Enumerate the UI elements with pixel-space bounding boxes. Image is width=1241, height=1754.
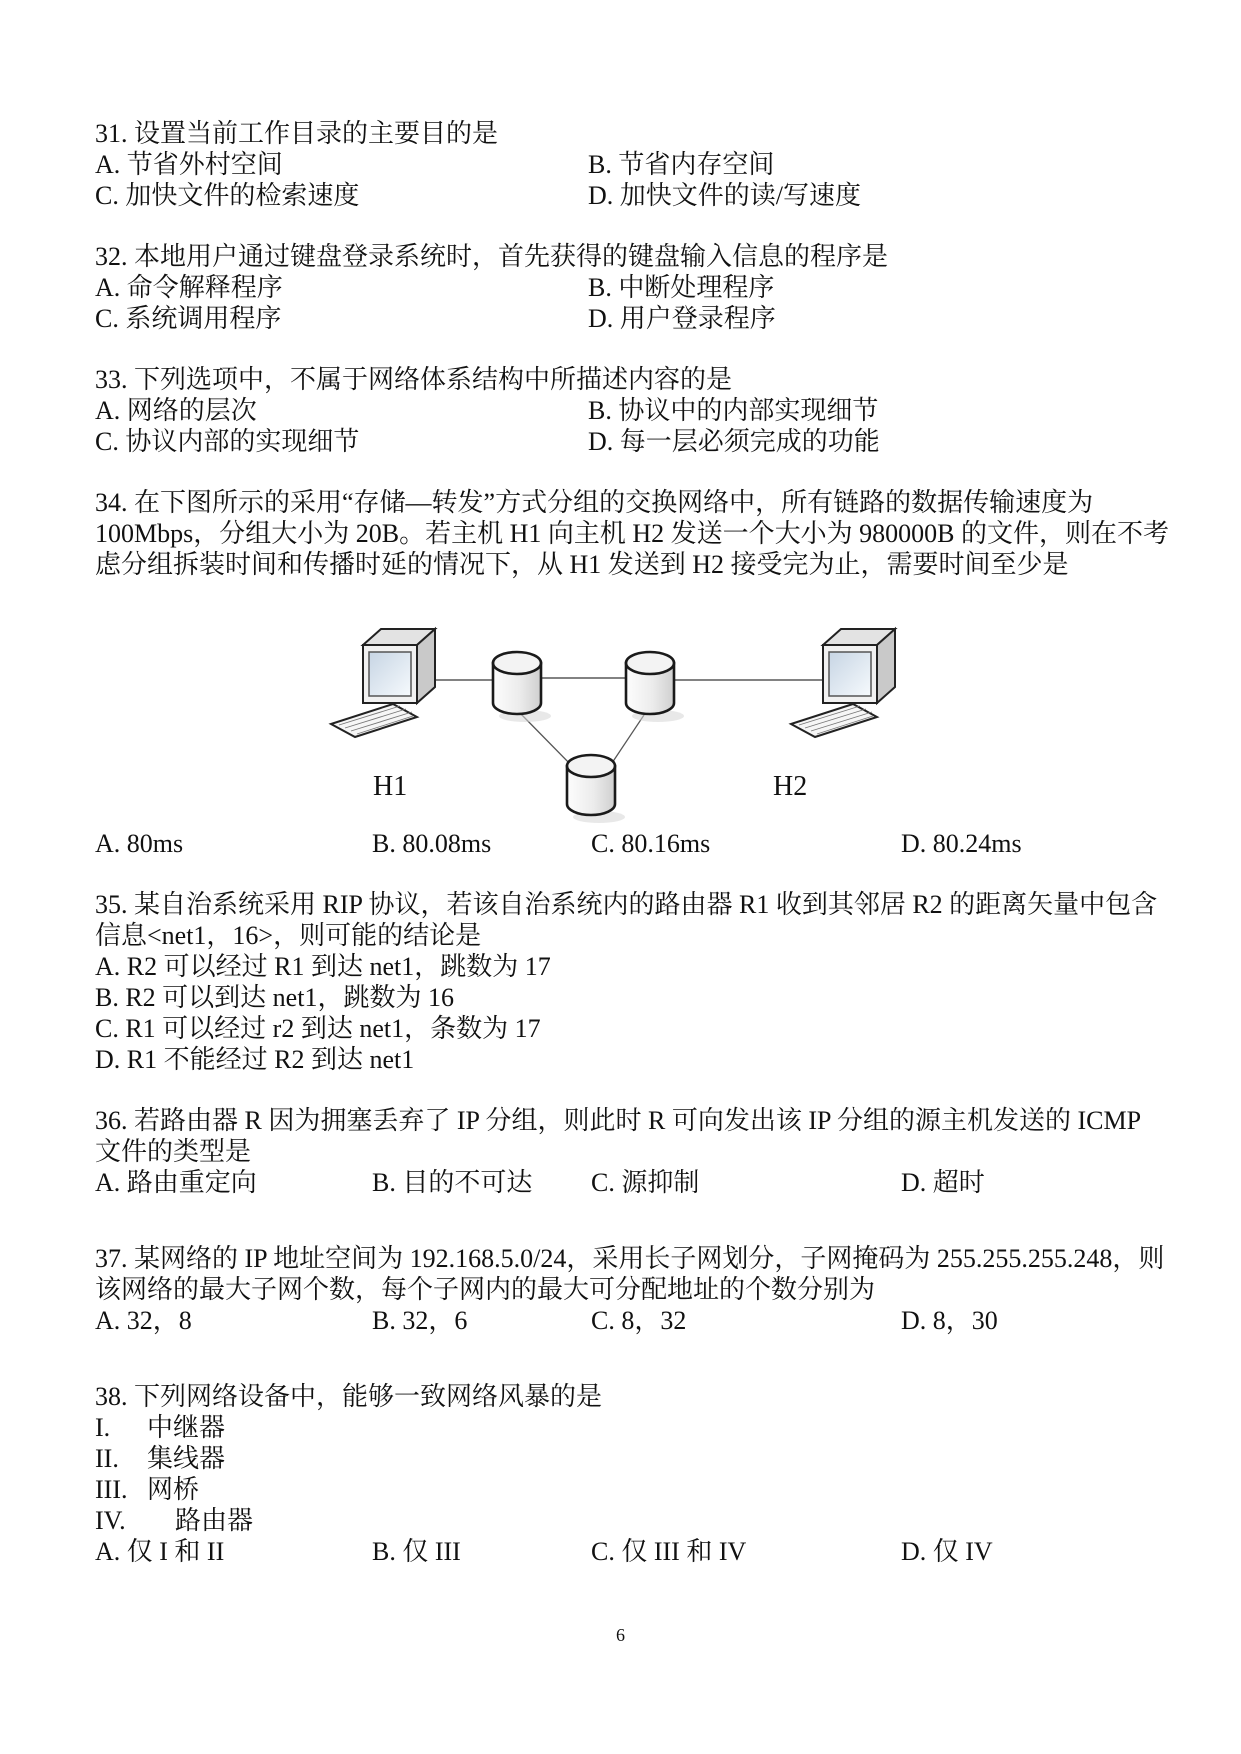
question-38-item-1-text: 中继器: [147, 1413, 226, 1442]
router-icon-2: [626, 652, 674, 714]
question-33-option-c: C. 协议内部的实现细节: [95, 427, 360, 456]
question-35-option-a: A. R2 可以经过 R1 到达 net1，跳数为 17: [95, 952, 551, 981]
question-37-option-c: C. 8，32: [591, 1306, 687, 1335]
question-36-option-b: B. 目的不可达: [372, 1168, 533, 1197]
question-32-option-b: B. 中断处理程序: [588, 273, 775, 302]
question-31: [95, 118, 1147, 211]
question-34-option-b: B. 80.08ms: [372, 829, 492, 858]
question-37-option-b: B. 32，6: [372, 1306, 468, 1335]
question-31-option-a: A. 节省外村空间: [95, 150, 283, 179]
question-36-option-d: D. 超时: [901, 1168, 985, 1197]
question-38-options-row: [95, 1536, 1147, 1567]
question-31-option-d: D. 加快文件的读/写速度: [588, 181, 862, 210]
question-35-line-1: 35. 某自治系统采用 RIP 协议，若该自治系统内的路由器 R1 收到其邻居 R2 的距离矢量中包含: [95, 890, 1158, 919]
question-34-line-2: 100Mbps，分组大小为 20B。若主机 H1 向主机 H2 发送一个大小为 980000B 的文件，则在不考: [95, 519, 1169, 548]
router-icon-1: [493, 652, 541, 714]
question-35-option-b: B. R2 可以到达 net1，跳数为 16: [95, 983, 454, 1012]
host-h2-label: H2: [773, 771, 808, 802]
host-h1-label: H1: [373, 771, 408, 802]
question-34-line-1: 34. 在下图所示的采用“存储—转发”方式分组的交换网络中，所有链路的数据传输速度为: [95, 488, 1094, 517]
question-38-item-4-numeral: IV.: [95, 1506, 126, 1535]
question-32-option-c: C. 系统调用程序: [95, 304, 282, 333]
host-h2-icon: [791, 629, 895, 737]
question-36-option-c: C. 源抑制: [591, 1168, 700, 1197]
question-32-title: 32. 本地用户通过键盘登录系统时，首先获得的键盘输入信息的程序是: [95, 242, 889, 271]
question-34-line-3: 虑分组拆装时间和传播时延的情况下，从 H1 发送到 H2 接受完为止，需要时间至少是: [95, 550, 1069, 579]
question-32: [95, 241, 1147, 334]
question-38-item-2-text: 集线器: [147, 1444, 226, 1473]
question-38-item-2-numeral: II.: [95, 1444, 119, 1473]
question-33-option-d: D. 每一层必须完成的功能: [588, 427, 880, 456]
question-35-line-2: 信息<net1，16>，则可能的结论是: [95, 921, 482, 950]
question-38-option-b: B. 仅 III: [372, 1537, 461, 1566]
question-31-options-row-1: [95, 149, 1147, 180]
question-38-item-1: [95, 1412, 1147, 1443]
exam-content: [95, 118, 1169, 1597]
question-38-item-3-numeral: III.: [95, 1475, 128, 1504]
question-34: [95, 487, 1169, 859]
question-36-line-2: 文件的类型是: [95, 1137, 252, 1166]
question-38-option-d: D. 仅 IV: [901, 1537, 993, 1566]
question-34-option-a: A. 80ms: [95, 829, 184, 858]
question-36: [95, 1105, 1147, 1198]
question-31-option-c: C. 加快文件的检索速度: [95, 181, 360, 210]
question-35: [95, 889, 1158, 1075]
page-number: 6: [616, 1625, 625, 1645]
question-37-line-2: 该网络的最大子网个数，每个子网内的最大可分配地址的个数分别为: [95, 1275, 876, 1304]
question-36-line-1: 36. 若路由器 R 因为拥塞丢弃了 IP 分组，则此时 R 可向发出该 IP 分组的源主机发送的 ICMP: [95, 1106, 1142, 1135]
question-33-title: 33. 下列选项中，不属于网络体系结构中所描述内容的是: [95, 365, 733, 394]
question-38-item-3: [95, 1474, 1147, 1505]
question-38-item-2: [95, 1443, 1147, 1474]
question-31-options-row-2: [95, 180, 1147, 211]
question-31-title: 31. 设置当前工作目录的主要目的是: [95, 119, 499, 148]
question-38-option-a: A. 仅 I 和 II: [95, 1537, 225, 1566]
question-33-option-b: B. 协议中的内部实现细节: [588, 396, 879, 425]
question-32-option-d: D. 用户登录程序: [588, 304, 776, 333]
question-38-option-c: C. 仅 III 和 IV: [591, 1537, 747, 1566]
question-36-options-row: [95, 1167, 1147, 1198]
question-37-line-1: 37. 某网络的 IP 地址空间为 192.168.5.0/24，采用长子网划分，子网掩码为 255.255.255.248，则: [95, 1244, 1165, 1273]
question-35-option-d: D. R1 不能经过 R2 到达 net1: [95, 1045, 415, 1074]
question-32-options-row-2: [95, 303, 1147, 334]
question-33-option-a: A. 网络的层次: [95, 396, 257, 425]
question-34-option-d: D. 80.24ms: [901, 829, 1022, 858]
question-33: [95, 364, 1147, 457]
question-31-option-b: B. 节省内存空间: [588, 150, 775, 179]
question-33-options-row-1: [95, 395, 1147, 426]
question-32-option-a: A. 命令解释程序: [95, 273, 283, 302]
question-34-option-c: C. 80.16ms: [591, 829, 711, 858]
question-32-options-row-1: [95, 272, 1147, 303]
question-38-item-4-text: 路由器: [175, 1506, 254, 1535]
question-38-title: 38. 下列网络设备中，能够一致网络风暴的是: [95, 1382, 603, 1411]
router-icon-3: [567, 755, 615, 815]
question-37-option-a: A. 32，8: [95, 1306, 192, 1335]
question-33-options-row-2: [95, 426, 1147, 457]
question-37-option-d: D. 8，30: [901, 1306, 998, 1335]
question-38-item-4: [95, 1505, 1147, 1536]
question-37-options-row: [95, 1305, 1147, 1336]
host-h1-icon: [331, 629, 435, 737]
question-38: [95, 1381, 1147, 1567]
question-38-item-1-numeral: I.: [95, 1413, 111, 1442]
question-35-option-c: C. R1 可以经过 r2 到达 net1，条数为 17: [95, 1014, 541, 1043]
network-diagram: [95, 588, 1147, 828]
question-34-options-row: [95, 828, 1147, 859]
question-38-item-3-text: 网桥: [147, 1475, 200, 1504]
question-36-option-a: A. 路由重定向: [95, 1168, 257, 1197]
question-37: [95, 1243, 1165, 1336]
